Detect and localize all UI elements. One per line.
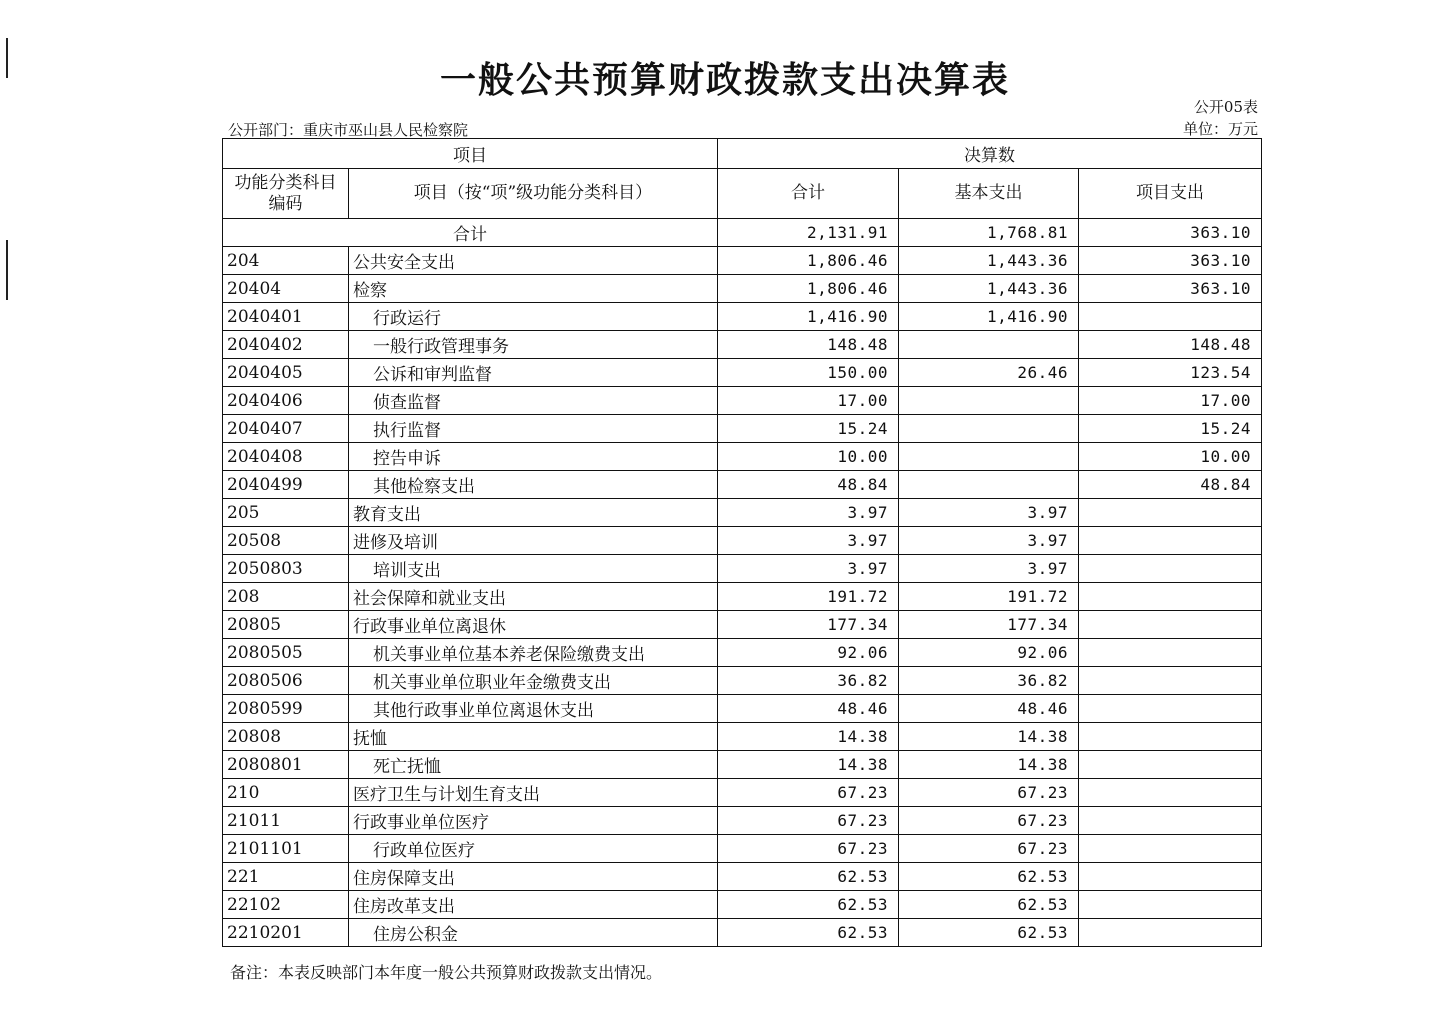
row-project <box>1079 667 1262 695</box>
table-row <box>223 639 1262 667</box>
row-project: 10.00 <box>1079 443 1262 471</box>
row-total: 14.38 <box>718 723 899 751</box>
row-name: 公诉和审判监督 <box>349 359 718 387</box>
row-basic: 3.97 <box>899 499 1079 527</box>
row-basic: 67.23 <box>899 835 1079 863</box>
row-code: 221 <box>223 863 349 891</box>
row-basic: 1,443.36 <box>899 275 1079 303</box>
table-row <box>223 863 1262 891</box>
row-basic: 48.46 <box>899 695 1079 723</box>
row-project <box>1079 611 1262 639</box>
row-code: 20508 <box>223 527 349 555</box>
row-code: 204 <box>223 247 349 275</box>
row-name: 住房改革支出 <box>349 891 718 919</box>
row-project <box>1079 555 1262 583</box>
row-code: 2040401 <box>223 303 349 331</box>
row-code: 210 <box>223 779 349 807</box>
row-total: 62.53 <box>718 919 899 947</box>
row-project <box>1079 695 1262 723</box>
row-code: 2040499 <box>223 471 349 499</box>
row-project <box>1079 583 1262 611</box>
row-name: 住房保障支出 <box>349 863 718 891</box>
row-project: 123.54 <box>1079 359 1262 387</box>
row-project: 48.84 <box>1079 471 1262 499</box>
row-name: 死亡抚恤 <box>349 751 718 779</box>
row-total: 1,806.46 <box>718 275 899 303</box>
row-basic: 3.97 <box>899 555 1079 583</box>
row-project <box>1079 527 1262 555</box>
row-name: 公共安全支出 <box>349 247 718 275</box>
row-project: 17.00 <box>1079 387 1262 415</box>
row-basic: 177.34 <box>899 611 1079 639</box>
row-basic: 1,443.36 <box>899 247 1079 275</box>
row-project: 148.48 <box>1079 331 1262 359</box>
header-item-group: 项目 <box>223 139 718 169</box>
row-code: 2040406 <box>223 387 349 415</box>
row-total: 150.00 <box>718 359 899 387</box>
row-basic: 62.53 <box>899 891 1079 919</box>
table-row <box>223 611 1262 639</box>
row-code: 208 <box>223 583 349 611</box>
row-name: 教育支出 <box>349 499 718 527</box>
row-total: 177.34 <box>718 611 899 639</box>
row-basic <box>899 443 1079 471</box>
row-project: 15.24 <box>1079 415 1262 443</box>
table-row <box>223 387 1262 415</box>
row-total: 14.38 <box>718 751 899 779</box>
row-code: 2080599 <box>223 695 349 723</box>
row-total: 36.82 <box>718 667 899 695</box>
header-total: 合计 <box>718 169 899 219</box>
row-total: 67.23 <box>718 779 899 807</box>
row-name: 行政事业单位医疗 <box>349 807 718 835</box>
row-code: 2040405 <box>223 359 349 387</box>
row-name: 其他行政事业单位离退休支出 <box>349 695 718 723</box>
row-total: 62.53 <box>718 891 899 919</box>
scan-margin-mark <box>6 240 8 300</box>
table-row <box>223 807 1262 835</box>
table-row <box>223 359 1262 387</box>
table-row <box>223 919 1262 947</box>
row-name: 行政运行 <box>349 303 718 331</box>
row-project <box>1079 835 1262 863</box>
total-basic: 1,768.81 <box>899 219 1079 247</box>
row-total: 17.00 <box>718 387 899 415</box>
row-name: 培训支出 <box>349 555 718 583</box>
row-total: 3.97 <box>718 527 899 555</box>
row-code: 22102 <box>223 891 349 919</box>
row-project: 363.10 <box>1079 275 1262 303</box>
row-project <box>1079 639 1262 667</box>
table-row <box>223 583 1262 611</box>
table-row <box>223 499 1262 527</box>
row-total: 3.97 <box>718 499 899 527</box>
table-row <box>223 835 1262 863</box>
row-code: 2040407 <box>223 415 349 443</box>
row-basic: 14.38 <box>899 723 1079 751</box>
row-total: 10.00 <box>718 443 899 471</box>
row-name: 其他检察支出 <box>349 471 718 499</box>
table-row <box>223 415 1262 443</box>
department-label: 公开部门：重庆市巫山县人民检察院 <box>228 121 469 139</box>
row-name: 行政单位医疗 <box>349 835 718 863</box>
table-row <box>223 667 1262 695</box>
header-code: 功能分类科目编码 <box>223 169 349 219</box>
row-project <box>1079 919 1262 947</box>
row-basic: 14.38 <box>899 751 1079 779</box>
row-code: 2080505 <box>223 639 349 667</box>
table-row <box>223 471 1262 499</box>
row-basic <box>899 331 1079 359</box>
header-basic: 基本支出 <box>899 169 1079 219</box>
row-code: 2050803 <box>223 555 349 583</box>
table-row <box>223 275 1262 303</box>
row-basic: 67.23 <box>899 807 1079 835</box>
row-total: 191.72 <box>718 583 899 611</box>
row-basic: 67.23 <box>899 779 1079 807</box>
row-basic <box>899 471 1079 499</box>
row-project <box>1079 499 1262 527</box>
table-row <box>223 695 1262 723</box>
footnote: 备注：本表反映部门本年度一般公共预算财政拨款支出情况。 <box>230 963 663 982</box>
row-name: 社会保障和就业支出 <box>349 583 718 611</box>
row-total: 92.06 <box>718 639 899 667</box>
row-total: 48.84 <box>718 471 899 499</box>
header-name: 项目（按“项”级功能分类科目） <box>349 169 718 219</box>
row-name: 一般行政管理事务 <box>349 331 718 359</box>
row-name: 机关事业单位基本养老保险缴费支出 <box>349 639 718 667</box>
row-basic: 26.46 <box>899 359 1079 387</box>
row-code: 2101101 <box>223 835 349 863</box>
row-code: 20808 <box>223 723 349 751</box>
row-code: 2040402 <box>223 331 349 359</box>
row-total: 15.24 <box>718 415 899 443</box>
row-name: 执行监督 <box>349 415 718 443</box>
row-project <box>1079 779 1262 807</box>
total-amount: 2,131.91 <box>718 219 899 247</box>
row-basic <box>899 415 1079 443</box>
row-project <box>1079 723 1262 751</box>
row-total: 3.97 <box>718 555 899 583</box>
table-row <box>223 331 1262 359</box>
table-row <box>223 891 1262 919</box>
table-row <box>223 555 1262 583</box>
row-code: 2040408 <box>223 443 349 471</box>
row-project: 363.10 <box>1079 247 1262 275</box>
table-row <box>223 247 1262 275</box>
row-basic: 62.53 <box>899 919 1079 947</box>
table-row <box>223 723 1262 751</box>
row-total: 148.48 <box>718 331 899 359</box>
row-basic: 36.82 <box>899 667 1079 695</box>
row-code: 205 <box>223 499 349 527</box>
row-project <box>1079 807 1262 835</box>
row-code: 2080506 <box>223 667 349 695</box>
row-project <box>1079 891 1262 919</box>
row-basic: 1,416.90 <box>899 303 1079 331</box>
total-label: 合计 <box>223 219 718 247</box>
total-row <box>223 219 1262 247</box>
page-title: 一般公共预算财政拨款支出决算表 <box>439 59 1010 101</box>
row-project <box>1079 751 1262 779</box>
row-name: 控告申诉 <box>349 443 718 471</box>
table-row <box>223 303 1262 331</box>
row-name: 抚恤 <box>349 723 718 751</box>
row-basic: 92.06 <box>899 639 1079 667</box>
row-name: 侦查监督 <box>349 387 718 415</box>
table-row <box>223 443 1262 471</box>
table-row <box>223 527 1262 555</box>
row-basic <box>899 387 1079 415</box>
table-row <box>223 779 1262 807</box>
total-project: 363.10 <box>1079 219 1262 247</box>
row-total: 67.23 <box>718 835 899 863</box>
header-project: 项目支出 <box>1079 169 1262 219</box>
row-name: 检察 <box>349 275 718 303</box>
unit-label: 单位：万元 <box>1182 120 1258 138</box>
row-basic: 3.97 <box>899 527 1079 555</box>
header-result-group: 决算数 <box>718 139 1262 169</box>
table-row <box>223 751 1262 779</box>
row-code: 2080801 <box>223 751 349 779</box>
row-project <box>1079 303 1262 331</box>
form-number: 公开05表 <box>1193 98 1258 116</box>
row-project <box>1079 863 1262 891</box>
row-basic: 191.72 <box>899 583 1079 611</box>
row-total: 67.23 <box>718 807 899 835</box>
row-code: 20404 <box>223 275 349 303</box>
row-name: 机关事业单位职业年金缴费支出 <box>349 667 718 695</box>
row-total: 48.46 <box>718 695 899 723</box>
row-basic: 62.53 <box>899 863 1079 891</box>
row-name: 住房公积金 <box>349 919 718 947</box>
row-total: 1,806.46 <box>718 247 899 275</box>
row-name: 进修及培训 <box>349 527 718 555</box>
budget-table <box>222 138 1262 947</box>
row-total: 62.53 <box>718 863 899 891</box>
row-total: 1,416.90 <box>718 303 899 331</box>
row-code: 20805 <box>223 611 349 639</box>
row-name: 医疗卫生与计划生育支出 <box>349 779 718 807</box>
row-code: 21011 <box>223 807 349 835</box>
row-code: 2210201 <box>223 919 349 947</box>
row-name: 行政事业单位离退休 <box>349 611 718 639</box>
